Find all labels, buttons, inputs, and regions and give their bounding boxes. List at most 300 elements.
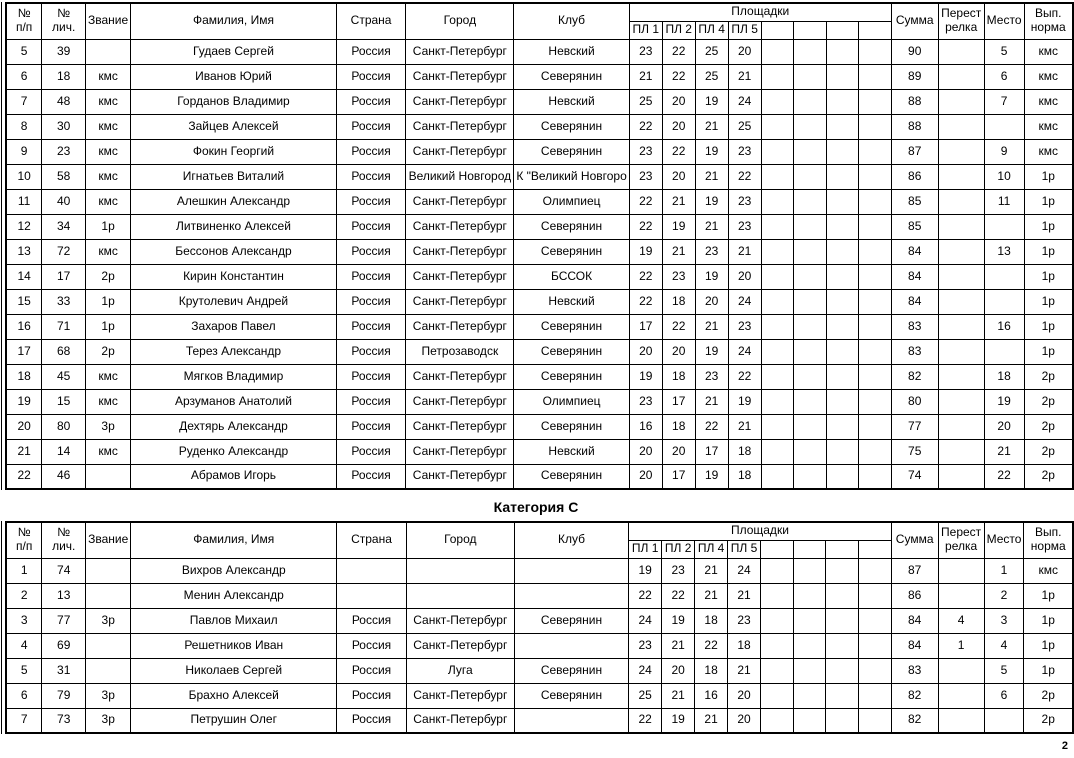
cell-score-empty <box>761 39 794 64</box>
cell-score-empty <box>859 64 892 89</box>
cell-row-number: 15 <box>6 289 42 314</box>
cell-row-number: 6 <box>6 64 42 89</box>
cell-score-pl4: 16 <box>695 683 728 708</box>
table-row <box>6 608 1073 633</box>
cell-rank: кмс <box>86 364 131 389</box>
cell-place: 4 <box>984 633 1024 658</box>
cell-score-pl2: 20 <box>662 164 695 189</box>
cell-norm: 2р <box>1024 439 1073 464</box>
table-row <box>6 189 1073 214</box>
cell-score-empty <box>826 464 859 489</box>
cell-personal-number: 46 <box>42 464 86 489</box>
cell-name: Дехтярь Александр <box>131 414 337 439</box>
cell-score-pl2: 19 <box>662 214 695 239</box>
col-header-city: Город <box>406 3 514 39</box>
cell-norm: кмс <box>1024 558 1073 583</box>
cell-country: Россия <box>336 214 406 239</box>
cell-country: Россия <box>336 64 406 89</box>
cell-norm: 2р <box>1024 464 1073 489</box>
cell-name: Фокин Георгий <box>131 139 337 164</box>
cell-score-empty <box>761 414 794 439</box>
cell-name: Терез Александр <box>131 339 337 364</box>
cell-score-empty <box>761 164 794 189</box>
col-header-place: Место <box>984 3 1024 39</box>
col-header-name: Фамилия, Имя <box>131 522 337 558</box>
cell-personal-number: 48 <box>42 89 86 114</box>
cell-club: К "Великий Новгоро <box>514 164 629 189</box>
cell-score-empty <box>794 89 827 114</box>
cell-name: Игнатьев Виталий <box>131 164 337 189</box>
table-row <box>6 89 1073 114</box>
cell-rank: кмс <box>86 139 131 164</box>
cell-score-empty <box>859 708 892 733</box>
table-row <box>6 39 1073 64</box>
cell-score-empty <box>859 289 892 314</box>
table-row <box>6 439 1073 464</box>
cell-row-number: 10 <box>6 164 42 189</box>
cell-score-pl1: 23 <box>629 389 662 414</box>
cell-score-pl1: 22 <box>629 189 662 214</box>
table-row <box>6 683 1073 708</box>
cell-shootoff <box>938 464 984 489</box>
cell-score-empty <box>793 683 826 708</box>
cell-name: Менин Александр <box>131 583 337 608</box>
cell-row-number: 1 <box>6 558 42 583</box>
cell-score-pl5: 23 <box>728 314 761 339</box>
cell-club: Северянин <box>514 414 629 439</box>
cell-club: БССОК <box>514 264 629 289</box>
cell-name: Николаев Сергей <box>131 658 337 683</box>
cell-score-pl1: 22 <box>629 708 662 733</box>
cell-score-empty <box>859 414 892 439</box>
cell-city: Санкт-Петербург <box>406 89 514 114</box>
cell-club: Невский <box>514 289 629 314</box>
cell-row-number: 9 <box>6 139 42 164</box>
cell-row-number: 8 <box>6 114 42 139</box>
cell-club: Невский <box>514 89 629 114</box>
col-header-norm-line1: Вып. <box>1034 525 1062 540</box>
cell-row-number: 12 <box>6 214 42 239</box>
cell-score-empty <box>859 464 892 489</box>
cell-score-empty <box>761 89 794 114</box>
cell-score-pl1: 22 <box>629 289 662 314</box>
cell-score-empty <box>826 289 859 314</box>
cell-personal-number: 40 <box>42 189 86 214</box>
cell-score-pl1: 24 <box>629 658 662 683</box>
cell-city: Санкт-Петербург <box>406 683 514 708</box>
cell-city: Санкт-Петербург <box>406 314 514 339</box>
cell-club: Северянин <box>514 658 628 683</box>
table-2-body <box>6 558 1073 733</box>
cell-name: Вихров Александр <box>131 558 337 583</box>
cell-score-empty <box>826 658 859 683</box>
cell-score-empty <box>761 339 794 364</box>
cell-row-number: 6 <box>6 683 42 708</box>
cell-club: Северянин <box>514 339 629 364</box>
cell-score-empty <box>826 608 859 633</box>
cell-score-empty <box>761 264 794 289</box>
cell-norm: 1р <box>1024 339 1073 364</box>
cell-rank: 3р <box>86 708 131 733</box>
cell-norm: 1р <box>1024 608 1073 633</box>
cell-score-pl1: 20 <box>629 464 662 489</box>
cell-club: Северянин <box>514 683 628 708</box>
page-number: 2 <box>1061 740 1068 752</box>
cell-score-empty <box>794 389 827 414</box>
cell-place: 5 <box>984 39 1024 64</box>
cell-score-pl4: 25 <box>695 39 728 64</box>
cell-score-empty <box>826 389 859 414</box>
col-header-club: Клуб <box>514 522 628 558</box>
cell-country <box>337 583 407 608</box>
cell-score-pl2: 17 <box>662 464 695 489</box>
cell-score-pl4: 19 <box>695 264 728 289</box>
cell-sum: 86 <box>891 583 938 608</box>
cell-name: Горданов Владимир <box>131 89 337 114</box>
col-header-ground-2: ПЛ 2 <box>662 540 695 558</box>
cell-score-pl2: 21 <box>662 189 695 214</box>
cell-score-empty <box>761 558 794 583</box>
cell-score-empty <box>859 264 892 289</box>
cell-row-number: 3 <box>6 608 42 633</box>
cell-country: Россия <box>336 439 406 464</box>
table-row <box>6 364 1073 389</box>
cell-score-empty <box>826 114 859 139</box>
cell-city: Луга <box>406 658 514 683</box>
cell-score-pl2: 21 <box>662 633 695 658</box>
cell-row-number: 21 <box>6 439 42 464</box>
cell-club <box>514 583 628 608</box>
cell-name: Кирин Константин <box>131 264 337 289</box>
cell-norm: 2р <box>1024 364 1073 389</box>
cell-score-pl5: 21 <box>728 239 761 264</box>
cell-score-pl2: 18 <box>662 364 695 389</box>
col-header-ground-empty <box>859 21 892 39</box>
cell-score-empty <box>761 464 794 489</box>
cell-club <box>514 558 628 583</box>
cell-city: Санкт-Петербург <box>406 39 514 64</box>
cell-shootoff <box>938 214 984 239</box>
cell-country: Россия <box>337 608 407 633</box>
cell-norm: 2р <box>1024 389 1073 414</box>
cell-score-empty <box>859 339 892 364</box>
cell-country: Россия <box>336 89 406 114</box>
cell-score-pl4: 19 <box>695 339 728 364</box>
cell-score-empty <box>826 364 859 389</box>
cell-club: Северянин <box>514 608 628 633</box>
col-header-ground-5: ПЛ 5 <box>728 540 761 558</box>
cell-score-empty <box>826 683 859 708</box>
cell-norm: кмс <box>1024 39 1073 64</box>
cell-name: Иванов Юрий <box>131 64 337 89</box>
col-header-personal-line2: лич. <box>51 20 76 35</box>
cell-shootoff: 4 <box>938 608 984 633</box>
cell-sum: 86 <box>891 164 938 189</box>
cell-country: Россия <box>336 239 406 264</box>
cell-score-empty <box>859 633 892 658</box>
cell-name: Литвиненко Алексей <box>131 214 337 239</box>
cell-shootoff <box>938 139 984 164</box>
cell-score-pl4: 18 <box>695 658 728 683</box>
col-header-country: Страна <box>336 3 406 39</box>
cell-score-pl5: 23 <box>728 608 761 633</box>
cell-city: Санкт-Петербург <box>406 239 514 264</box>
cell-place: 11 <box>984 189 1024 214</box>
cell-shootoff <box>938 339 984 364</box>
cell-score-empty <box>761 389 794 414</box>
table-row <box>6 289 1073 314</box>
col-header-ground-1: ПЛ 1 <box>629 21 662 39</box>
cell-score-pl2: 17 <box>662 389 695 414</box>
cell-rank: 2р <box>86 339 131 364</box>
col-header-num-line1: № <box>17 6 31 21</box>
cell-sum: 87 <box>891 558 938 583</box>
cell-sum: 82 <box>891 364 938 389</box>
col-header-sum: Сумма <box>891 522 938 558</box>
cell-personal-number: 80 <box>42 414 86 439</box>
col-header-ground-1: ПЛ 1 <box>629 540 662 558</box>
cell-place: 13 <box>984 239 1024 264</box>
cell-score-pl1: 22 <box>629 214 662 239</box>
results-table-2-wrapper <box>1 521 1074 734</box>
cell-rank <box>86 658 131 683</box>
cell-name: Абрамов Игорь <box>131 464 337 489</box>
col-header-personal-line1: № <box>57 6 71 21</box>
col-header-ground-empty <box>826 21 859 39</box>
cell-country: Россия <box>336 339 406 364</box>
cell-score-pl2: 22 <box>662 64 695 89</box>
table-row <box>6 239 1073 264</box>
cell-score-empty <box>859 439 892 464</box>
cell-score-pl1: 22 <box>629 583 662 608</box>
cell-score-empty <box>793 633 826 658</box>
cell-score-empty <box>826 89 859 114</box>
cell-personal-number: 45 <box>42 364 86 389</box>
cell-place: 9 <box>984 139 1024 164</box>
col-header-shootoff <box>938 3 984 39</box>
cell-score-empty <box>826 214 859 239</box>
cell-score-empty <box>761 633 794 658</box>
cell-score-pl5: 25 <box>728 114 761 139</box>
cell-shootoff <box>938 164 984 189</box>
cell-score-pl5: 23 <box>728 189 761 214</box>
col-header-name: Фамилия, Имя <box>131 3 337 39</box>
cell-country: Россия <box>336 189 406 214</box>
cell-score-empty <box>826 439 859 464</box>
cell-score-pl5: 22 <box>728 164 761 189</box>
cell-country: Россия <box>336 314 406 339</box>
cell-score-pl4: 23 <box>695 364 728 389</box>
cell-club: Невский <box>514 439 629 464</box>
cell-shootoff <box>938 439 984 464</box>
cell-score-pl5: 24 <box>728 339 761 364</box>
cell-score-empty <box>761 608 794 633</box>
table-row <box>6 389 1073 414</box>
col-header-shootoff-line2: релка <box>945 539 978 554</box>
cell-personal-number: 34 <box>42 214 86 239</box>
cell-city: Санкт-Петербург <box>406 64 514 89</box>
cell-score-empty <box>761 239 794 264</box>
col-header-num <box>6 522 42 558</box>
cell-score-empty <box>793 583 826 608</box>
cell-city: Санкт-Петербург <box>406 214 514 239</box>
cell-rank: 2р <box>86 264 131 289</box>
cell-shootoff <box>938 658 984 683</box>
col-header-rank: Звание <box>86 522 131 558</box>
cell-score-pl2: 18 <box>662 414 695 439</box>
section-title-category-c: Категория С <box>493 499 579 515</box>
cell-name: Павлов Михаил <box>131 608 337 633</box>
cell-norm: 1р <box>1024 189 1073 214</box>
cell-score-pl2: 23 <box>662 264 695 289</box>
table-row <box>6 414 1073 439</box>
cell-score-pl5: 20 <box>728 39 761 64</box>
cell-score-empty <box>826 164 859 189</box>
cell-rank: кмс <box>86 189 131 214</box>
cell-country: Россия <box>336 264 406 289</box>
cell-personal-number: 13 <box>42 583 86 608</box>
cell-norm: кмс <box>1024 89 1073 114</box>
cell-score-pl1: 16 <box>629 414 662 439</box>
table-row <box>6 264 1073 289</box>
col-header-rank: Звание <box>86 3 131 39</box>
cell-norm: 1р <box>1024 658 1073 683</box>
cell-row-number: 16 <box>6 314 42 339</box>
cell-score-pl5: 18 <box>728 633 761 658</box>
cell-sum: 77 <box>891 414 938 439</box>
cell-sum: 82 <box>891 683 938 708</box>
cell-club: Северянин <box>514 114 629 139</box>
cell-shootoff <box>938 389 984 414</box>
cell-place <box>984 214 1024 239</box>
cell-sum: 83 <box>891 339 938 364</box>
cell-country: Россия <box>336 164 406 189</box>
cell-score-empty <box>794 264 827 289</box>
cell-score-empty <box>794 164 827 189</box>
cell-city: Санкт-Петербург <box>406 389 514 414</box>
cell-name: Арзуманов Анатолий <box>131 389 337 414</box>
cell-score-empty <box>761 583 794 608</box>
cell-score-empty <box>859 608 892 633</box>
cell-score-pl4: 25 <box>695 64 728 89</box>
cell-shootoff <box>938 39 984 64</box>
cell-score-pl5: 18 <box>728 464 761 489</box>
cell-score-empty <box>794 289 827 314</box>
cell-place: 18 <box>984 364 1024 389</box>
cell-score-empty <box>794 239 827 264</box>
col-header-shootoff-line1: Перест <box>941 525 982 540</box>
cell-personal-number: 71 <box>42 314 86 339</box>
cell-score-empty <box>793 708 826 733</box>
table-row <box>6 658 1073 683</box>
cell-score-pl5: 21 <box>728 658 761 683</box>
cell-city <box>406 583 514 608</box>
cell-sum: 90 <box>891 39 938 64</box>
cell-sum: 82 <box>891 708 938 733</box>
cell-score-empty <box>761 114 794 139</box>
cell-score-pl5: 20 <box>728 264 761 289</box>
cell-rank <box>86 583 131 608</box>
cell-row-number: 11 <box>6 189 42 214</box>
cell-rank <box>86 464 131 489</box>
cell-norm: 2р <box>1024 708 1073 733</box>
cell-club: Северянин <box>514 464 629 489</box>
cell-shootoff <box>938 583 984 608</box>
cell-sum: 84 <box>891 289 938 314</box>
cell-score-empty <box>859 583 892 608</box>
cell-place: 7 <box>984 89 1024 114</box>
cell-country: Россия <box>336 414 406 439</box>
cell-score-empty <box>859 89 892 114</box>
cell-score-pl2: 20 <box>662 114 695 139</box>
col-header-shootoff-line2: релка <box>945 20 978 35</box>
cell-place: 6 <box>984 64 1024 89</box>
cell-score-empty <box>826 414 859 439</box>
cell-score-pl1: 19 <box>629 239 662 264</box>
cell-score-pl4: 21 <box>695 314 728 339</box>
cell-name: Алешкин Александр <box>131 189 337 214</box>
cell-country: Россия <box>336 364 406 389</box>
cell-score-pl4: 22 <box>695 414 728 439</box>
cell-score-empty <box>794 414 827 439</box>
cell-score-empty <box>793 658 826 683</box>
cell-score-empty <box>794 114 827 139</box>
cell-personal-number: 31 <box>42 658 86 683</box>
cell-shootoff <box>938 239 984 264</box>
cell-rank: кмс <box>86 439 131 464</box>
col-header-num-line2: п/п <box>15 539 33 554</box>
cell-place: 6 <box>984 683 1024 708</box>
cell-country: Россия <box>336 139 406 164</box>
cell-rank <box>86 558 131 583</box>
cell-name: Зайцев Алексей <box>131 114 337 139</box>
col-header-num-line1: № <box>17 525 31 540</box>
cell-shootoff <box>938 264 984 289</box>
cell-score-empty <box>794 439 827 464</box>
cell-score-pl5: 24 <box>728 289 761 314</box>
col-header-personal-line2: лич. <box>52 539 76 554</box>
col-header-ground-empty <box>761 540 794 558</box>
cell-rank: 3р <box>86 608 131 633</box>
cell-place <box>984 289 1024 314</box>
cell-place: 19 <box>984 389 1024 414</box>
cell-rank <box>86 39 131 64</box>
cell-score-pl5: 18 <box>728 439 761 464</box>
cell-country <box>337 558 407 583</box>
cell-norm: 1р <box>1024 239 1073 264</box>
cell-sum: 89 <box>891 64 938 89</box>
cell-row-number: 14 <box>6 264 42 289</box>
col-header-num <box>6 3 42 39</box>
col-header-city: Город <box>406 522 514 558</box>
col-header-ground-4: ПЛ 4 <box>695 21 728 39</box>
col-header-norm-line2: норма <box>1030 539 1066 554</box>
cell-score-pl2: 21 <box>662 683 695 708</box>
cell-place <box>984 708 1024 733</box>
cell-shootoff <box>938 558 984 583</box>
cell-rank: 1р <box>86 214 131 239</box>
cell-city: Санкт-Петербург <box>406 114 514 139</box>
table-1-header <box>6 3 1073 39</box>
cell-place <box>984 339 1024 364</box>
cell-score-empty <box>794 464 827 489</box>
cell-rank: кмс <box>86 389 131 414</box>
cell-row-number: 17 <box>6 339 42 364</box>
table-1-body <box>6 39 1073 489</box>
cell-score-pl2: 22 <box>662 39 695 64</box>
cell-score-pl4: 18 <box>695 608 728 633</box>
cell-club <box>514 708 628 733</box>
